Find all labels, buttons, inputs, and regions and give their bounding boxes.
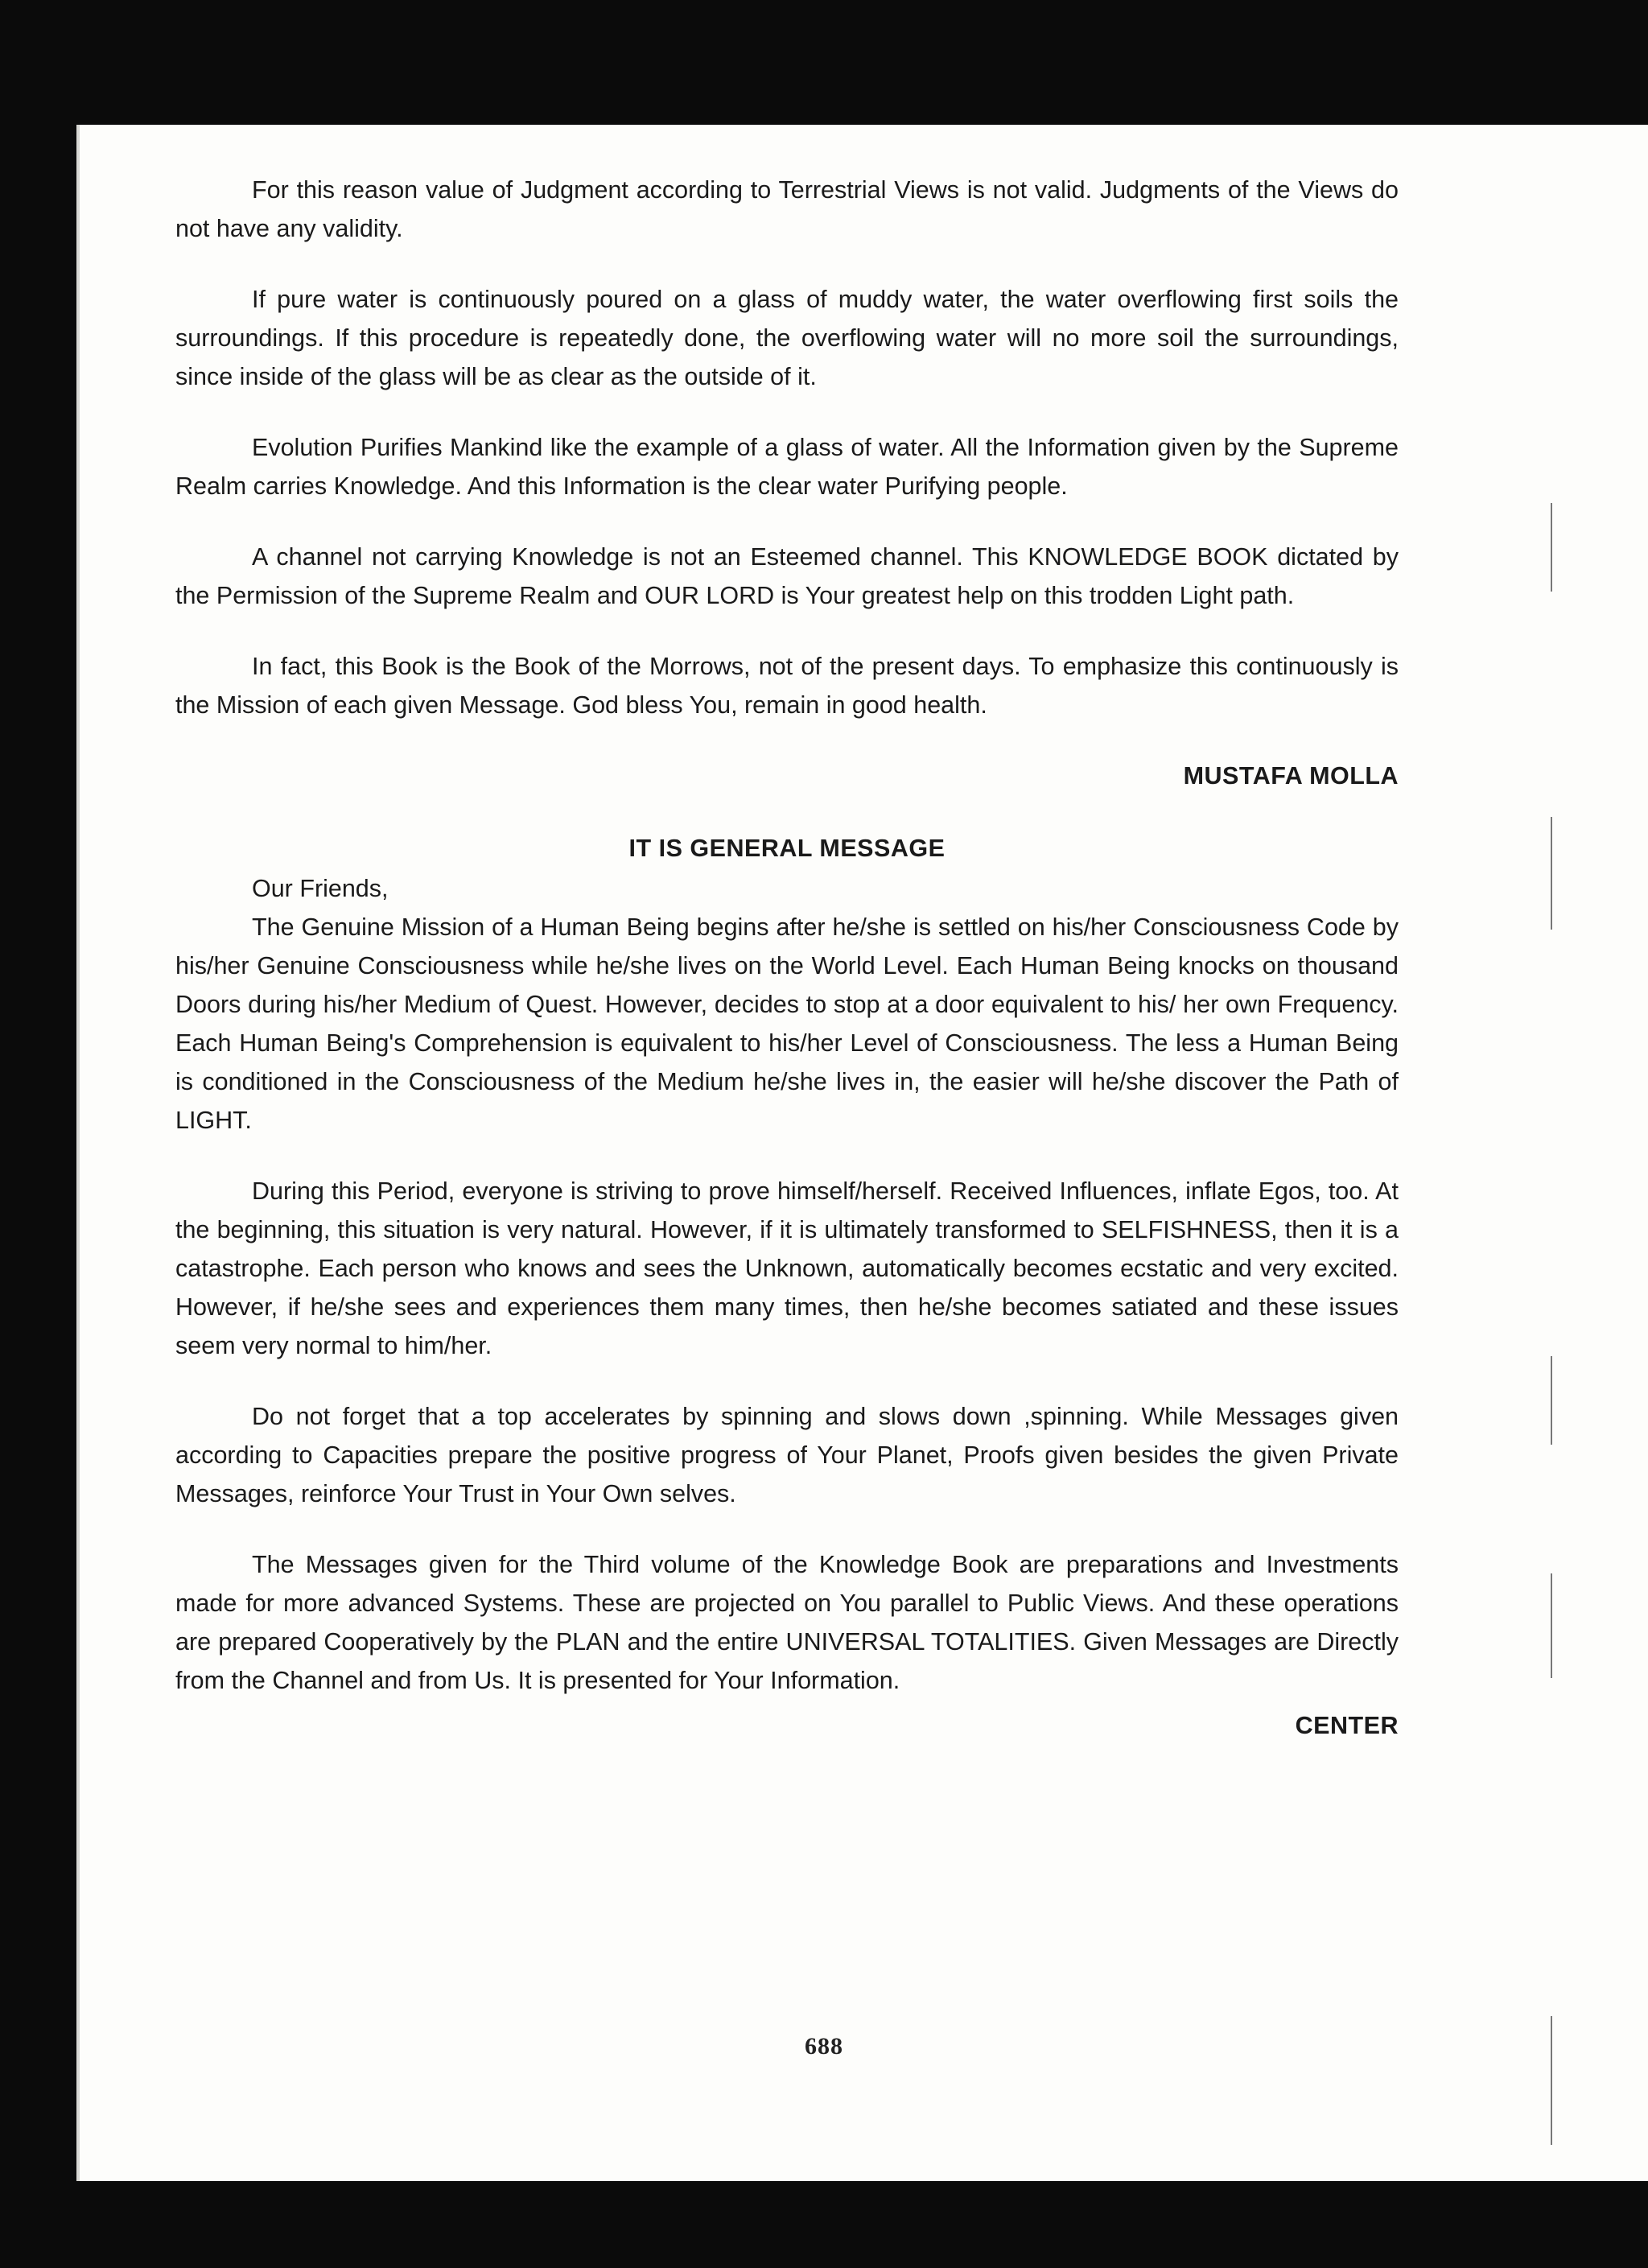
section-heading: IT IS GENERAL MESSAGE bbox=[628, 835, 946, 862]
page-number: 688 bbox=[805, 2033, 843, 2060]
scan-artifact-mark bbox=[1551, 817, 1552, 930]
body-paragraph: A channel not carrying Knowledge is not an Esteemed channel. This KNOWLEDGE BOOK dictated by the Permission of the Supreme Realm and OUR LORD is Your greatest help on this trodden Light path. bbox=[175, 543, 1399, 609]
signature-center: CENTER bbox=[1295, 1712, 1399, 1739]
body-paragraph: Do not forget that a top accelerates by spinning and slows down ,spinning. While Messages given according to Capacities prepare the positive progress of Your Planet, Proofs given besides the given Private Messages, reinforce Your Trust in Your Own selves. bbox=[175, 1403, 1399, 1507]
scan-artifact-mark bbox=[1551, 1573, 1552, 1678]
body-paragraph: During this Period, everyone is striving to prove himself/herself. Received Influences, inflate Egos, too. At the beginning, this situation is very natural. However, if it is ultimately transformed to SELFISHNESS, then it is a catastrophe. Each person who knows and sees the Unknown, automatically becomes ecstatic and very excited. However, if he/she sees and experiences them many times, then he/she becomes satiated and these issues seem very normal to him/her. bbox=[175, 1177, 1399, 1359]
page-body-text bbox=[175, 171, 1399, 1745]
scan-artifact-mark bbox=[1551, 1356, 1552, 1445]
body-paragraph: In fact, this Book is the Book of the Morrows, not of the present days. To emphasize this continuously is the Mission of each given Message. God bless You, remain in good health. bbox=[175, 653, 1399, 719]
body-paragraph: If pure water is continuously poured on a glass of muddy water, the water overflowing first soils the surroundings. If this procedure is repeatedly done, the overflowing water will no more soil the surroundings, since inside of the glass will be as clear as the outside of it. bbox=[175, 286, 1399, 390]
body-paragraph: The Genuine Mission of a Human Being begins after he/she is settled on his/her Consciousness Code by his/her Genuine Consciousness while he/she lives on the World Level. Each Human Being knocks on thousand Doors during his/her Medium of Quest. However, decides to stop at a door equivalent to his/ her own Frequency. Each Human Being's Comprehension is equivalent to his/her Level of Consciousness. The less a Human Being is conditioned in the Consciousness of the Medium he/she lives in, the easier will he/she discover the Path of LIGHT. bbox=[175, 913, 1399, 1134]
scan-artifact-mark bbox=[1551, 503, 1552, 592]
body-paragraph: The Messages given for the Third volume of the Knowledge Book are preparations and Investments made for more advanced Systems. These are projected on You parallel to Public Views. And these operations are prepared Cooperatively by the PLAN and the entire UNIVERSAL TOTALITIES. Given Messages are Directly from the Channel and from Us. It is presented for Your Information. bbox=[175, 1551, 1399, 1694]
body-paragraph: For this reason value of Judgment according to Terrestrial Views is not valid. Judgments of the Views do not have any validity. bbox=[175, 176, 1399, 242]
signature-mustafa-molla: MUSTAFA MOLLA bbox=[1183, 762, 1399, 790]
body-paragraph: Evolution Purifies Mankind like the example of a glass of water. All the Information given by the Supreme Realm carries Knowledge. And this Information is the clear water Purifying people. bbox=[175, 434, 1399, 500]
salutation: Our Friends, bbox=[252, 875, 389, 902]
